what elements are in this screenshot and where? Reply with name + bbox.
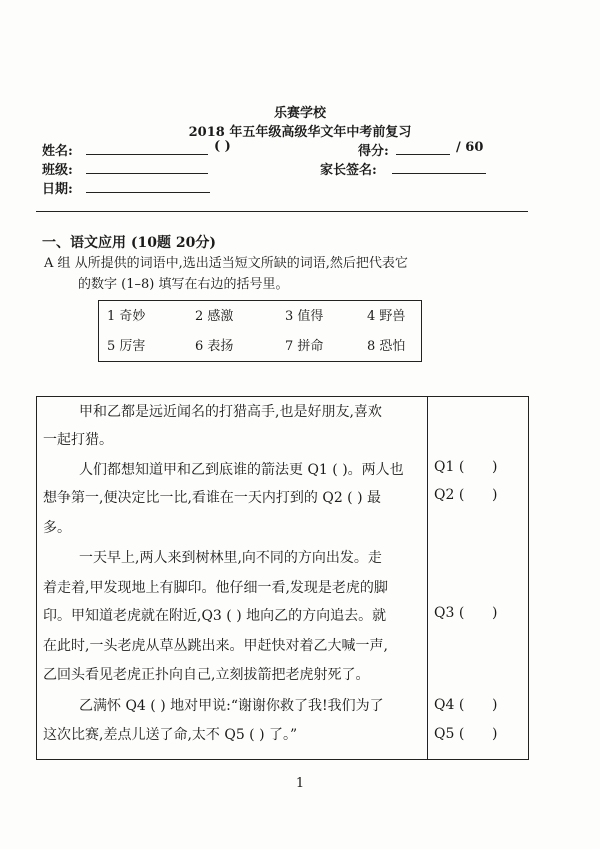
word-option-4: 4 野兽 (367, 309, 406, 324)
parent-sign-field[interactable] (392, 159, 486, 174)
word-bank (98, 300, 422, 362)
passage-line-8: 印。甲知道老虎就在附近,Q3 ( ) 地向乙的方向追去。就 (43, 608, 387, 624)
passage-line-12: 这次比赛,差点儿送了命,太不 Q5 ( ) 了。” (43, 727, 298, 743)
answer-close-q1: ) (492, 459, 498, 475)
passage-line-2: 一起打猎。 (43, 432, 113, 448)
answer-label-q1: Q1 ( (434, 459, 465, 475)
name-field[interactable] (86, 140, 208, 155)
passage-line-6: 一天早上,两人来到树林里,向不同的方向出发。走 (79, 550, 382, 566)
answer-close-q5: ) (492, 726, 498, 742)
passage-line-4: 想争第一,便决定比一比,看谁在一天内打到的 Q2 ( ) 最 (43, 490, 382, 506)
answer-slot-q2[interactable] (434, 487, 497, 503)
date-label: 日期: (42, 182, 73, 197)
section-heading: 一、语文应用 (10题 20分) (42, 235, 216, 251)
word-option-2: 2 感激 (195, 309, 234, 324)
instruction-line-1: A 组 从所提供的词语中,选出适当短文所缺的词语,然后把代表它 (44, 256, 408, 271)
answer-label-q3: Q3 ( (434, 605, 465, 621)
passage-line-3: 人们都想知道甲和乙到底谁的箭法更 Q1 ( )。两人也 (79, 462, 404, 478)
answer-label-q4: Q4 ( (434, 697, 465, 713)
instruction-line-2: 的数字 (1–8) 填写在右边的括号里。 (78, 277, 289, 292)
answer-slot-q5[interactable] (434, 726, 497, 742)
answer-close-q3: ) (492, 605, 498, 621)
word-option-3: 3 值得 (285, 309, 324, 324)
seat-number-paren: ( ) (214, 139, 231, 154)
passage-line-1: 甲和乙都是远近闻名的打猎高手,也是好朋友,喜欢 (79, 404, 382, 420)
score-total: / 60 (456, 140, 484, 155)
answer-close-q2: ) (492, 487, 498, 503)
score-field[interactable] (396, 140, 450, 155)
answer-label-q5: Q5 ( (434, 726, 465, 742)
name-label: 姓名: (42, 144, 73, 159)
word-option-6: 6 表扬 (195, 339, 234, 354)
exam-title: 2018 年五年级高级华文年中考前复习 (188, 125, 412, 140)
passage-line-7: 着走着,甲发现地上有脚印。他仔细一看,发现是老虎的脚 (43, 580, 388, 596)
date-field[interactable] (86, 178, 210, 193)
school-name: 乐赛学校 (273, 106, 326, 121)
score-label: 得分: (358, 144, 389, 159)
passage-line-10: 乙回头看见老虎正扑向自己,立刻拔箭把老虎射死了。 (43, 667, 370, 683)
answer-label-q2: Q2 ( (434, 487, 465, 503)
header-divider (36, 211, 528, 212)
word-option-5: 5 厉害 (107, 339, 146, 354)
word-option-7: 7 拼命 (285, 339, 324, 354)
class-field[interactable] (86, 159, 208, 174)
passage-line-11: 乙满怀 Q4 ( ) 地对甲说:“谢谢你救了我!我们为了 (79, 698, 384, 714)
page-number: 1 (295, 776, 305, 791)
answer-column-divider (427, 397, 428, 759)
answer-close-q4: ) (492, 697, 498, 713)
class-label: 班级: (42, 163, 73, 178)
answer-slot-q1[interactable] (434, 459, 497, 475)
word-option-1: 1 奇妙 (107, 309, 146, 324)
answer-slot-q4[interactable] (434, 697, 497, 713)
passage-line-5: 多。 (43, 520, 71, 536)
answer-slot-q3[interactable] (434, 605, 497, 621)
passage-box (36, 396, 529, 760)
passage-line-9: 在此时,一头老虎从草丛跳出来。甲赶快对着乙大喊一声, (43, 638, 388, 654)
parent-sign-label: 家长签名: (320, 163, 377, 178)
word-option-8: 8 恐怕 (367, 339, 406, 354)
